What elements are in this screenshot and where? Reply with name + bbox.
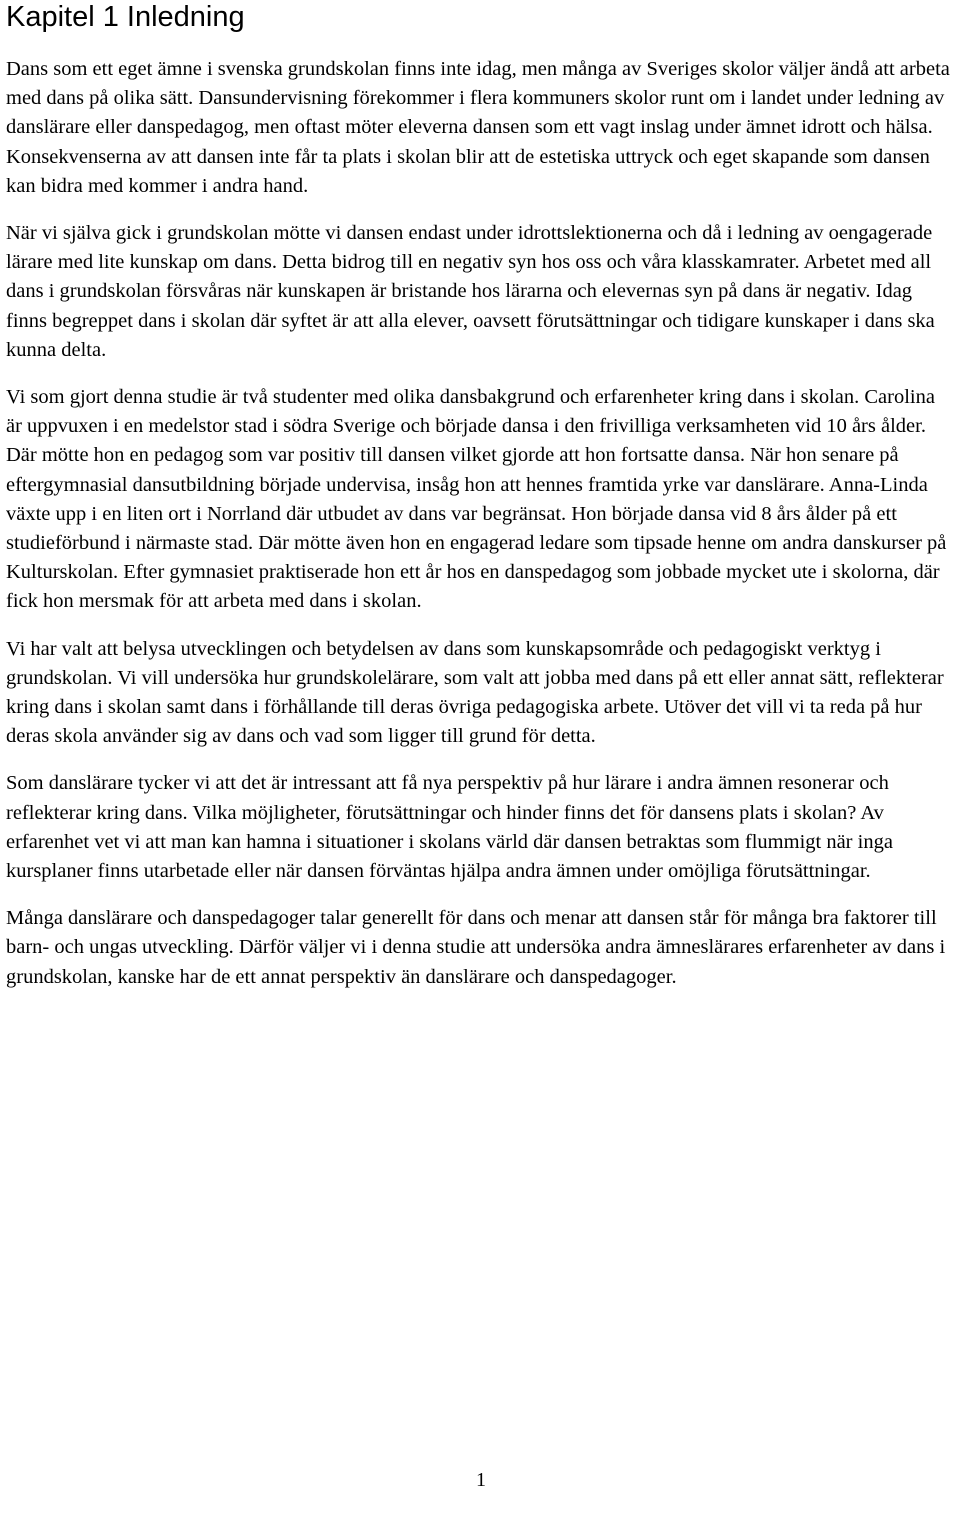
paragraph-3: Vi som gjort denna studie är två studenter med olika dansbakgrund och erfarenheter kring dans i skolan. Carolina är uppvuxen i en medelstor stad i södra Sverige och började dansa i den frivilliga verksamheten vid 10 års ålder. Där mötte hon en pedagog som var positiv till dansen vilket gjorde att hon fortsatte dansa. När hon senare på eftergymnasial dansutbildning började undervisa, insåg hon att hennes framtida yrke var danslärare. Anna-Linda växte upp i en liten ort i Norrland där utbudet av dans var begränsat. Hon började dansa vid 8 års ålder på ett studieförbund i närmaste stad. Där mötte även hon en engagerad ledare som tipsade henne om andra danskurser på Kulturskolan. Efter gymnasiet praktiserade hon ett år hos en danspedagog som jobbade mycket ute i skolorna, där fick hon mersmak för att arbeta med dans i skolan. — [6, 386, 947, 613]
paragraph-6: Många danslärare och danspedagoger talar generellt för dans och menar att dansen står för många bra faktorer till barn- och ungas utveckling. Därför väljer vi i denna studie att undersöka andra ämneslärares erfarenheter av dans i grundskolan, kanske har de ett annat perspektiv än danslärare och danspedagoger. — [6, 907, 946, 988]
page-number: 1 — [476, 1469, 486, 1491]
paragraph-1: Dans som ett eget ämne i svenska grundskolan finns inte idag, men många av Sveriges skolor väljer ändå att arbeta med dans på olika sätt. Dansundervisning förekommer i flera kommuners skolor runt om i landet under ledning av danslärare eller danspedagog, men oftast möter eleverna dansen som ett vagt inslag under ämnet idrott och hälsa. Konsekvenserna av att dansen inte får ta plats i skolan blir att de estetiska uttryck och eget skapande som dansen kan bidra med kommer i andra hand. — [6, 58, 950, 197]
chapter-title: Kapitel 1 Inledning — [6, 1, 245, 33]
paragraph-5: Som danslärare tycker vi att det är intressant att få nya perspektiv på hur lärare i andra ämnen resonerar och reflekterar kring dans. Vilka möjligheter, förutsättningar och hinder finns det för dansens plats i skolan? Av erfarenhet vet vi att man kan hamna i situationer i skolans värld där dansen betraktas som flummigt när inga kursplaner finns utarbetade eller när dansen förväntas hjälpa andra ämnen under omöjliga förutsättningar. — [6, 772, 893, 883]
document-page — [6, 0, 956, 1515]
paragraph-2: När vi själva gick i grundskolan mötte vi dansen endast under idrottslektionerna och då i ledning av oengagerade lärare med lite kunskap om dans. Detta bidrog till en negativ syn hos oss och våra klasskamrater. Arbetet med all dans i grundskolan försvåras när kunskapen är bristande hos lärarna och elevernas syn på dans är negativ. Idag finns begreppet dans i skolan där syftet är att alla elever, oavsett förutsättningar och tidigare kunskaper i dans ska kunna delta. — [6, 222, 935, 361]
body-text — [6, 55, 956, 1010]
paragraph-4: Vi har valt att belysa utvecklingen och betydelsen av dans som kunskapsområde och pedagogiskt verktyg i grundskolan. Vi vill undersöka hur grundskolelärare, som valt att jobba med dans på ett eller annat sätt, reflekterar kring dans i skolan samt dans i förhållande till deras övriga pedagogiska arbete. Utöver det vill vi ta reda på hur deras skola använder sig av dans och vad som ligger till grund för detta. — [6, 637, 944, 748]
